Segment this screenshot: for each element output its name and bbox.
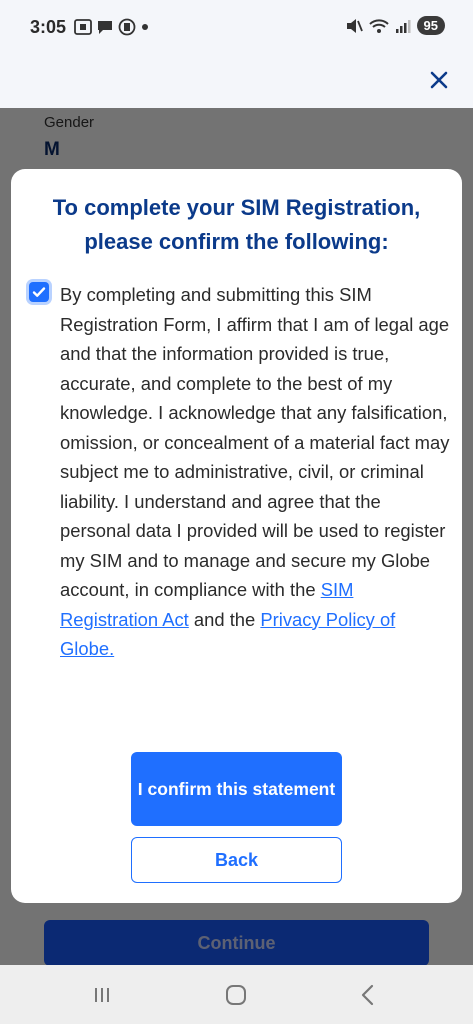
- home-button[interactable]: [216, 981, 256, 1009]
- privacy-policy-link[interactable]: Privacy Policy of Globe.: [60, 608, 396, 659]
- modal-title-line2: please confirm the following:: [84, 229, 389, 254]
- back-arrow-icon: [360, 984, 376, 1006]
- app-icon: [118, 18, 136, 36]
- mute-icon: [345, 18, 363, 34]
- modal-title-line1: To complete your SIM Registration,: [52, 195, 421, 220]
- back-button[interactable]: Back: [131, 837, 342, 883]
- status-bar: [0, 0, 473, 56]
- chat-icon: [96, 19, 114, 35]
- back-nav-button[interactable]: [348, 981, 388, 1009]
- close-icon: [429, 70, 449, 90]
- system-icons: [345, 16, 445, 35]
- confirmation-modal: [11, 169, 462, 903]
- check-icon: [32, 285, 46, 299]
- affirm-checkbox[interactable]: [29, 282, 49, 302]
- wifi-icon: [369, 18, 389, 34]
- status-time: 3:05: [30, 17, 67, 37]
- recent-apps-icon: [92, 986, 112, 1004]
- notification-icons: [74, 18, 150, 36]
- affirmation-statement: [60, 280, 452, 664]
- battery-badge: 95: [417, 16, 445, 35]
- system-nav-bar: [0, 965, 473, 1024]
- app-header: [0, 56, 473, 108]
- recent-apps-button[interactable]: [82, 981, 122, 1009]
- home-icon: [225, 984, 247, 1006]
- screenshot-icon: [74, 19, 92, 35]
- statement-text: By completing and submitting this SIM Registration Form, I affirm that I am of legal age and that the information provided is true, accurate, and complete to the best of my knowledge. I acknowledge that any falsification, omission, or concealment of a material fact may subject me to administrative, civil, or criminal liability. I understand and agree that the personal data I provided will be used to register my SIM and to manage and secure my Globe account, in compliance with the: [60, 284, 450, 600]
- sim-registration-act-link[interactable]: SIM Registration Act: [60, 579, 354, 630]
- statement-connector: and the: [188, 608, 261, 630]
- close-button[interactable]: [423, 64, 455, 96]
- dot-icon: [140, 22, 150, 32]
- signal-icon: [395, 18, 411, 34]
- confirm-statement-button[interactable]: I confirm this statement: [131, 752, 342, 826]
- modal-title: [31, 191, 442, 259]
